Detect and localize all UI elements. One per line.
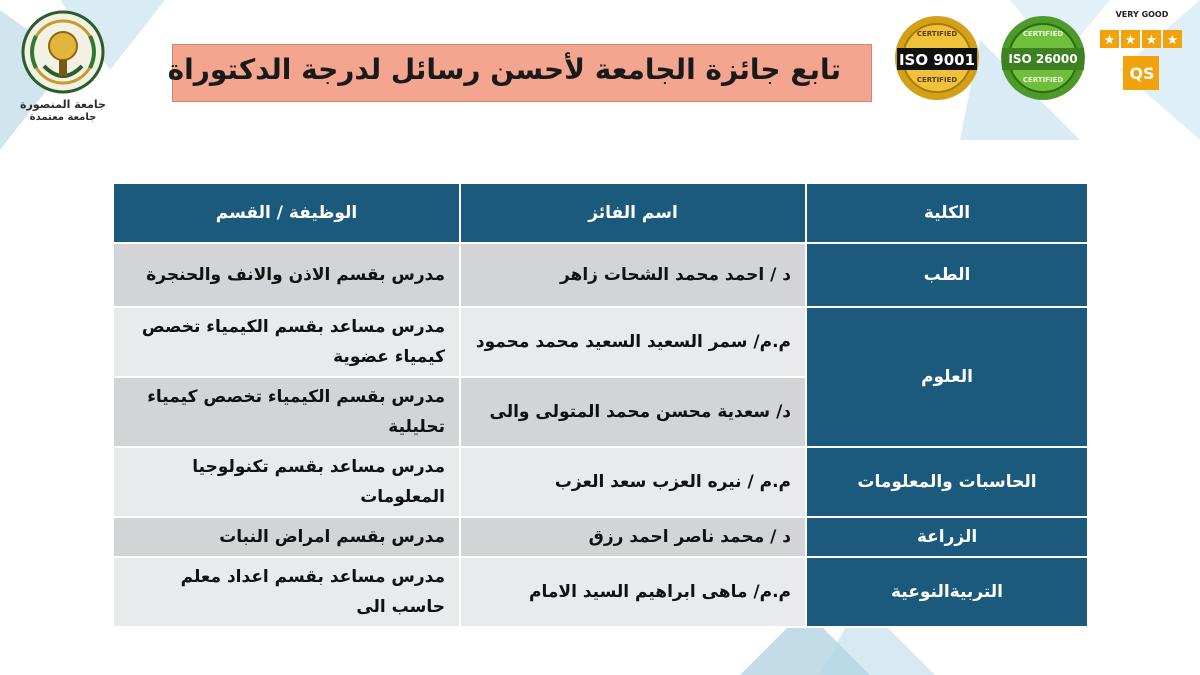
qs-logo-text: QS bbox=[1129, 64, 1155, 83]
college-cell: الحاسبات والمعلومات bbox=[806, 447, 1088, 517]
logo-subtitle: جامعة معتمدة bbox=[29, 112, 97, 123]
table-row bbox=[113, 557, 1088, 627]
college-cell: التربيةالنوعية bbox=[806, 557, 1088, 627]
job-cell: مدرس مساعد بقسم الكيمياء تخصص كيمياء عضوية bbox=[113, 307, 460, 377]
page-title: تابع جائزة الجامعة لأحسن رسائل لدرجة الدكتوراة bbox=[167, 53, 841, 86]
table-row bbox=[113, 447, 1088, 517]
table-row bbox=[113, 517, 1088, 557]
page-title-box bbox=[167, 44, 872, 102]
iso-26000-label: ISO 26000 bbox=[1008, 52, 1078, 66]
college-cell: العلوم bbox=[806, 307, 1088, 447]
winner-name-cell: م.م/ ماهى ابراهيم السيد الامام bbox=[460, 557, 806, 627]
job-cell: مدرس بقسم الكيمياء تخصص كيمياء تحليلية bbox=[113, 377, 460, 447]
iso-9001-badge bbox=[893, 14, 981, 102]
svg-text:★: ★ bbox=[1124, 33, 1137, 48]
table-row bbox=[113, 307, 1088, 377]
header-job-department: الوظيفة / القسم bbox=[113, 183, 460, 243]
iso-9001-bottom-text: CERTIFIED bbox=[916, 76, 958, 84]
qs-stars-badge bbox=[1100, 10, 1184, 104]
winner-name-cell: د / محمد ناصر احمد رزق bbox=[460, 517, 806, 557]
iso-9001-label: ISO 9001 bbox=[898, 51, 976, 69]
svg-text:★: ★ bbox=[1103, 33, 1116, 48]
logo-arabic-name: جامعة المنصورة bbox=[20, 98, 106, 111]
iso-26000-bottom-text: CERTIFIED bbox=[1022, 76, 1064, 84]
winner-name-cell: م.م / نيره العزب سعد العزب bbox=[460, 447, 806, 517]
table-row bbox=[113, 243, 1088, 307]
job-cell: مدرس مساعد بقسم تكنولوجيا المعلومات bbox=[113, 447, 460, 517]
winner-name-cell: د / احمد محمد الشحات زاهر bbox=[460, 243, 806, 307]
job-cell: مدرس بقسم امراض النبات bbox=[113, 517, 460, 557]
college-cell: الزراعة bbox=[806, 517, 1088, 557]
qs-stars-icon bbox=[1100, 24, 1184, 94]
header-winner-name: اسم الفائز bbox=[460, 183, 806, 243]
iso-26000-badge bbox=[998, 14, 1088, 102]
job-cell: مدرس مساعد بقسم اعداد معلم حاسب الى bbox=[113, 557, 460, 627]
svg-text:★: ★ bbox=[1145, 33, 1158, 48]
college-cell: الطب bbox=[806, 243, 1088, 307]
winner-name-cell: د/ سعدية محسن محمد المتولى والى bbox=[460, 377, 806, 447]
table-header-row bbox=[113, 183, 1088, 243]
iso-9001-top-text: CERTIFIED bbox=[916, 30, 958, 38]
header-college: الكلية bbox=[806, 183, 1088, 243]
svg-text:★: ★ bbox=[1166, 33, 1179, 48]
winners-table bbox=[112, 182, 1089, 628]
university-seal-icon bbox=[14, 6, 112, 102]
job-cell: مدرس بقسم الاذن والانف والحنجرة bbox=[113, 243, 460, 307]
iso-26000-top-text: CERTIFIED bbox=[1022, 30, 1064, 38]
university-logo bbox=[14, 6, 112, 126]
winner-name-cell: م.م/ سمر السعيد السعيد محمد محمود bbox=[460, 307, 806, 377]
qs-rating-text: VERY GOOD bbox=[1115, 10, 1169, 19]
